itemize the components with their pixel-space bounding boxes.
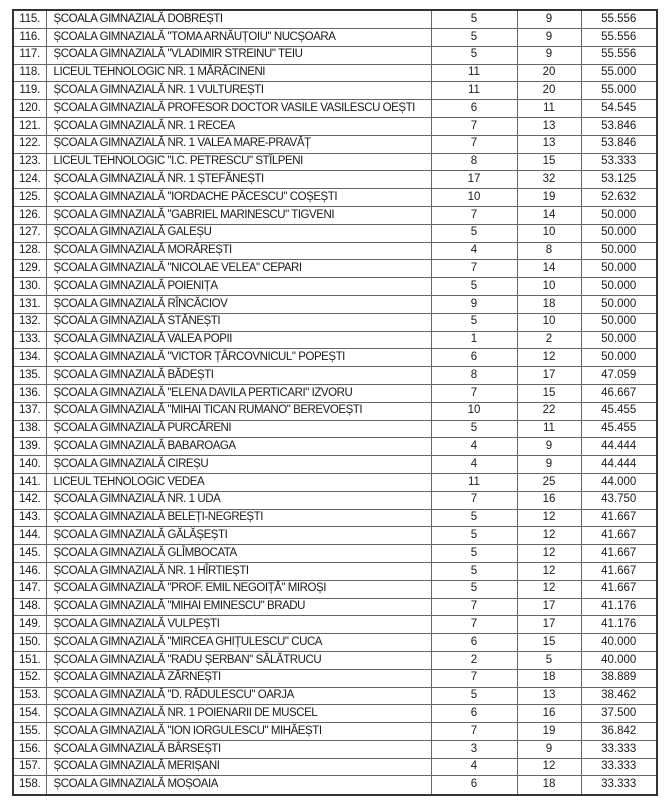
row-number-cell: 126. (13, 206, 46, 224)
table-row (13, 278, 657, 296)
value-1-cell: 5 (431, 562, 517, 580)
percentage-cell: 44.000 (581, 473, 657, 491)
percentage-cell: 50.000 (581, 242, 657, 260)
percentage-cell: 50.000 (581, 224, 657, 242)
row-number-cell: 149. (13, 616, 46, 634)
value-1-cell: 7 (431, 260, 517, 278)
percentage-cell: 37.500 (581, 705, 657, 723)
value-2-cell: 18 (517, 295, 581, 313)
value-2-cell: 2 (517, 331, 581, 349)
value-1-cell: 17 (431, 171, 517, 189)
percentage-cell: 54.545 (581, 100, 657, 118)
value-1-cell: 3 (431, 740, 517, 758)
table-row (13, 509, 657, 527)
value-2-cell: 14 (517, 260, 581, 278)
value-2-cell: 17 (517, 598, 581, 616)
row-number-cell: 144. (13, 527, 46, 545)
row-number-cell: 118. (13, 64, 46, 82)
value-2-cell: 16 (517, 491, 581, 509)
percentage-cell: 44.444 (581, 456, 657, 474)
row-number-cell: 119. (13, 82, 46, 100)
value-2-cell: 13 (517, 118, 581, 136)
value-1-cell: 8 (431, 153, 517, 171)
row-number-cell: 154. (13, 705, 46, 723)
school-name-cell: LICEUL TEHNOLOGIC NR. 1 MĂRĂCINENI (46, 64, 431, 82)
table-row (13, 46, 657, 64)
school-name-cell: ȘCOALA GIMNAZIALĂ BĂDEȘTI (46, 367, 431, 385)
value-2-cell: 25 (517, 473, 581, 491)
table-row (13, 260, 657, 278)
value-1-cell: 5 (431, 509, 517, 527)
table-row (13, 349, 657, 367)
schools-results-table (12, 9, 658, 796)
value-1-cell: 6 (431, 349, 517, 367)
school-name-cell: ȘCOALA GIMNAZIALĂ "RADU ȘERBAN" SĂLĂTRUCU (46, 651, 431, 669)
percentage-cell: 46.667 (581, 384, 657, 402)
percentage-cell: 53.846 (581, 135, 657, 153)
school-name-cell: ȘCOALA GIMNAZIALĂ "ION IORGULESCU" MIHĂEȘTI (46, 723, 431, 741)
value-1-cell: 5 (431, 224, 517, 242)
value-1-cell: 7 (431, 135, 517, 153)
value-1-cell: 5 (431, 313, 517, 331)
value-2-cell: 10 (517, 224, 581, 242)
row-number-cell: 143. (13, 509, 46, 527)
table-row (13, 402, 657, 420)
value-1-cell: 5 (431, 420, 517, 438)
table-row (13, 634, 657, 652)
table-row (13, 456, 657, 474)
table-row (13, 473, 657, 491)
percentage-cell: 40.000 (581, 651, 657, 669)
value-1-cell: 7 (431, 491, 517, 509)
percentage-cell: 55.556 (581, 10, 657, 29)
value-2-cell: 18 (517, 669, 581, 687)
percentage-cell: 33.333 (581, 776, 657, 795)
row-number-cell: 151. (13, 651, 46, 669)
value-1-cell: 7 (431, 206, 517, 224)
value-2-cell: 8 (517, 242, 581, 260)
table-row (13, 545, 657, 563)
table-row (13, 705, 657, 723)
value-1-cell: 10 (431, 402, 517, 420)
percentage-cell: 53.846 (581, 118, 657, 136)
table-body (13, 10, 657, 795)
percentage-cell: 44.444 (581, 438, 657, 456)
value-1-cell: 6 (431, 634, 517, 652)
row-number-cell: 158. (13, 776, 46, 795)
percentage-cell: 41.667 (581, 545, 657, 563)
percentage-cell: 41.667 (581, 562, 657, 580)
school-name-cell: ȘCOALA GIMNAZIALĂ "D. RĂDULESCU" OARJA (46, 687, 431, 705)
table-row (13, 295, 657, 313)
percentage-cell: 41.176 (581, 598, 657, 616)
value-1-cell: 7 (431, 723, 517, 741)
table-row (13, 242, 657, 260)
table-row (13, 153, 657, 171)
value-1-cell: 5 (431, 29, 517, 47)
row-number-cell: 140. (13, 456, 46, 474)
value-1-cell: 7 (431, 598, 517, 616)
school-name-cell: ȘCOALA GIMNAZIALĂ "VICTOR ȚÂRCOVNICUL" POPEȘTI (46, 349, 431, 367)
value-1-cell: 5 (431, 545, 517, 563)
school-name-cell: ȘCOALA GIMNAZIALĂ NR. 1 POIENARII DE MUSCEL (46, 705, 431, 723)
value-2-cell: 18 (517, 776, 581, 795)
percentage-cell: 33.333 (581, 758, 657, 776)
value-2-cell: 12 (517, 527, 581, 545)
percentage-cell: 47.059 (581, 367, 657, 385)
table-row (13, 100, 657, 118)
school-name-cell: ȘCOALA GIMNAZIALĂ "PROF. EMIL NEGOIȚĂ" MIROȘI (46, 580, 431, 598)
value-1-cell: 6 (431, 776, 517, 795)
school-name-cell: ȘCOALA GIMNAZIALĂ NR. 1 RECEA (46, 118, 431, 136)
table-row (13, 758, 657, 776)
percentage-cell: 41.176 (581, 616, 657, 634)
table-row (13, 206, 657, 224)
percentage-cell: 50.000 (581, 331, 657, 349)
row-number-cell: 122. (13, 135, 46, 153)
school-name-cell: ȘCOALA GIMNAZIALĂ PROFESOR DOCTOR VASILE VASILESCU OEȘTI (46, 100, 431, 118)
row-number-cell: 155. (13, 723, 46, 741)
table-row (13, 118, 657, 136)
value-1-cell: 4 (431, 438, 517, 456)
row-number-cell: 153. (13, 687, 46, 705)
percentage-cell: 50.000 (581, 260, 657, 278)
percentage-cell: 40.000 (581, 634, 657, 652)
percentage-cell: 53.125 (581, 171, 657, 189)
school-name-cell: ȘCOALA GIMNAZIALĂ VULPEȘTI (46, 616, 431, 634)
percentage-cell: 52.632 (581, 189, 657, 207)
row-number-cell: 133. (13, 331, 46, 349)
table-row (13, 420, 657, 438)
value-2-cell: 9 (517, 46, 581, 64)
value-1-cell: 8 (431, 367, 517, 385)
percentage-cell: 45.455 (581, 402, 657, 420)
row-number-cell: 141. (13, 473, 46, 491)
percentage-cell: 41.667 (581, 527, 657, 545)
row-number-cell: 136. (13, 384, 46, 402)
school-name-cell: ȘCOALA GIMNAZIALĂ "GABRIEL MARINESCU" TIGVENI (46, 206, 431, 224)
value-2-cell: 10 (517, 313, 581, 331)
row-number-cell: 125. (13, 189, 46, 207)
row-number-cell: 135. (13, 367, 46, 385)
value-2-cell: 20 (517, 82, 581, 100)
value-2-cell: 15 (517, 384, 581, 402)
row-number-cell: 130. (13, 278, 46, 296)
percentage-cell: 55.000 (581, 82, 657, 100)
row-number-cell: 123. (13, 153, 46, 171)
row-number-cell: 121. (13, 118, 46, 136)
percentage-cell: 33.333 (581, 740, 657, 758)
table-row (13, 367, 657, 385)
table-row (13, 384, 657, 402)
table-row (13, 527, 657, 545)
percentage-cell: 50.000 (581, 295, 657, 313)
percentage-cell: 50.000 (581, 206, 657, 224)
value-1-cell: 7 (431, 118, 517, 136)
percentage-cell: 50.000 (581, 349, 657, 367)
value-2-cell: 9 (517, 456, 581, 474)
row-number-cell: 142. (13, 491, 46, 509)
value-2-cell: 9 (517, 740, 581, 758)
school-name-cell: ȘCOALA GIMNAZIALĂ NR. 1 VALEA MARE-PRAVĂȚ (46, 135, 431, 153)
school-name-cell: ȘCOALA GIMNAZIALĂ BABAROAGA (46, 438, 431, 456)
percentage-cell: 55.556 (581, 46, 657, 64)
school-name-cell: LICEUL TEHNOLOGIC "I.C. PETRESCU" STÎLPENI (46, 153, 431, 171)
row-number-cell: 117. (13, 46, 46, 64)
school-name-cell: ȘCOALA GIMNAZIALĂ RÎNCĂCIOV (46, 295, 431, 313)
value-1-cell: 1 (431, 331, 517, 349)
value-2-cell: 12 (517, 562, 581, 580)
row-number-cell: 131. (13, 295, 46, 313)
school-name-cell: ȘCOALA GIMNAZIALĂ "IORDACHE PĂCESCU" COȘEȘTI (46, 189, 431, 207)
table-row (13, 491, 657, 509)
value-2-cell: 12 (517, 758, 581, 776)
school-name-cell: ȘCOALA GIMNAZIALĂ NR. 1 ȘTEFĂNEȘTI (46, 171, 431, 189)
value-1-cell: 11 (431, 64, 517, 82)
table-row (13, 616, 657, 634)
value-1-cell: 5 (431, 687, 517, 705)
table-row (13, 740, 657, 758)
school-name-cell: ȘCOALA GIMNAZIALĂ "MIHAI EMINESCU" BRADU (46, 598, 431, 616)
value-1-cell: 4 (431, 242, 517, 260)
value-1-cell: 6 (431, 705, 517, 723)
value-1-cell: 4 (431, 758, 517, 776)
value-2-cell: 9 (517, 29, 581, 47)
table-row (13, 776, 657, 795)
percentage-cell: 53.333 (581, 153, 657, 171)
row-number-cell: 150. (13, 634, 46, 652)
value-2-cell: 13 (517, 687, 581, 705)
value-1-cell: 11 (431, 82, 517, 100)
row-number-cell: 115. (13, 10, 46, 29)
school-name-cell: ȘCOALA GIMNAZIALĂ MOȘOAIA (46, 776, 431, 795)
school-name-cell: ȘCOALA GIMNAZIALĂ BELEȚI-NEGREȘTI (46, 509, 431, 527)
row-number-cell: 128. (13, 242, 46, 260)
percentage-cell: 45.455 (581, 420, 657, 438)
value-1-cell: 2 (431, 651, 517, 669)
school-name-cell: ȘCOALA GIMNAZIALĂ GALEȘU (46, 224, 431, 242)
value-2-cell: 9 (517, 438, 581, 456)
table-row (13, 331, 657, 349)
percentage-cell: 41.667 (581, 580, 657, 598)
table-row (13, 580, 657, 598)
school-name-cell: ȘCOALA GIMNAZIALĂ "MIRCEA GHIȚULESCU" CUCA (46, 634, 431, 652)
value-1-cell: 5 (431, 46, 517, 64)
value-1-cell: 7 (431, 616, 517, 634)
percentage-cell: 36.842 (581, 723, 657, 741)
table-row (13, 10, 657, 29)
percentage-cell: 38.462 (581, 687, 657, 705)
value-1-cell: 5 (431, 10, 517, 29)
row-number-cell: 139. (13, 438, 46, 456)
school-name-cell: ȘCOALA GIMNAZIALĂ ZĂRNEȘTI (46, 669, 431, 687)
table-row (13, 313, 657, 331)
table-row (13, 723, 657, 741)
percentage-cell: 43.750 (581, 491, 657, 509)
value-2-cell: 11 (517, 100, 581, 118)
table-row (13, 82, 657, 100)
percentage-cell: 50.000 (581, 313, 657, 331)
table-row (13, 224, 657, 242)
school-name-cell: ȘCOALA GIMNAZIALĂ "TOMA ARNĂUȚOIU" NUCȘOARA (46, 29, 431, 47)
row-number-cell: 137. (13, 402, 46, 420)
row-number-cell: 129. (13, 260, 46, 278)
value-2-cell: 12 (517, 580, 581, 598)
value-2-cell: 10 (517, 278, 581, 296)
school-name-cell: ȘCOALA GIMNAZIALĂ BÂRSEȘTI (46, 740, 431, 758)
school-name-cell: ȘCOALA GIMNAZIALĂ MERIȘANI (46, 758, 431, 776)
school-name-cell: ȘCOALA GIMNAZIALĂ GĂLĂȘEȘTI (46, 527, 431, 545)
row-number-cell: 132. (13, 313, 46, 331)
table-row (13, 562, 657, 580)
table-row (13, 669, 657, 687)
school-name-cell: ȘCOALA GIMNAZIALĂ PURCĂRENI (46, 420, 431, 438)
value-2-cell: 12 (517, 545, 581, 563)
percentage-cell: 41.667 (581, 509, 657, 527)
value-2-cell: 12 (517, 349, 581, 367)
school-name-cell: ȘCOALA GIMNAZIALĂ DOBREȘTI (46, 10, 431, 29)
row-number-cell: 134. (13, 349, 46, 367)
value-2-cell: 16 (517, 705, 581, 723)
row-number-cell: 146. (13, 562, 46, 580)
value-2-cell: 14 (517, 206, 581, 224)
value-2-cell: 13 (517, 135, 581, 153)
value-1-cell: 10 (431, 189, 517, 207)
table-row (13, 29, 657, 47)
school-name-cell: ȘCOALA GIMNAZIALĂ NR. 1 HÎRTIEȘTI (46, 562, 431, 580)
value-2-cell: 9 (517, 10, 581, 29)
table-row (13, 598, 657, 616)
value-2-cell: 19 (517, 189, 581, 207)
row-number-cell: 152. (13, 669, 46, 687)
school-name-cell: ȘCOALA GIMNAZIALĂ NR. 1 VULTUREȘTI (46, 82, 431, 100)
row-number-cell: 124. (13, 171, 46, 189)
value-2-cell: 32 (517, 171, 581, 189)
school-name-cell: ȘCOALA GIMNAZIALĂ CIREȘU (46, 456, 431, 474)
value-1-cell: 5 (431, 527, 517, 545)
row-number-cell: 157. (13, 758, 46, 776)
value-1-cell: 11 (431, 473, 517, 491)
value-2-cell: 15 (517, 153, 581, 171)
school-name-cell: ȘCOALA GIMNAZIALĂ "MIHAI TICAN RUMANO" BEREVOEȘTI (46, 402, 431, 420)
school-name-cell: ȘCOALA GIMNAZIALĂ GLÎMBOCATA (46, 545, 431, 563)
value-2-cell: 19 (517, 723, 581, 741)
table-row (13, 64, 657, 82)
row-number-cell: 138. (13, 420, 46, 438)
value-2-cell: 11 (517, 420, 581, 438)
school-name-cell: ȘCOALA GIMNAZIALĂ "VLADIMIR STREINU" TEIU (46, 46, 431, 64)
value-1-cell: 5 (431, 580, 517, 598)
percentage-cell: 50.000 (581, 278, 657, 296)
row-number-cell: 127. (13, 224, 46, 242)
value-2-cell: 20 (517, 64, 581, 82)
value-2-cell: 22 (517, 402, 581, 420)
value-1-cell: 7 (431, 384, 517, 402)
value-2-cell: 5 (517, 651, 581, 669)
percentage-cell: 38.889 (581, 669, 657, 687)
school-name-cell: ȘCOALA GIMNAZIALĂ MORĂREȘTI (46, 242, 431, 260)
school-name-cell: ȘCOALA GIMNAZIALĂ POIENIȚA (46, 278, 431, 296)
table-row (13, 651, 657, 669)
row-number-cell: 116. (13, 29, 46, 47)
value-2-cell: 15 (517, 634, 581, 652)
row-number-cell: 156. (13, 740, 46, 758)
value-1-cell: 4 (431, 456, 517, 474)
percentage-cell: 55.000 (581, 64, 657, 82)
row-number-cell: 148. (13, 598, 46, 616)
table-row (13, 171, 657, 189)
row-number-cell: 120. (13, 100, 46, 118)
table-row (13, 438, 657, 456)
school-name-cell: ȘCOALA GIMNAZIALĂ "NICOLAE VELEA" CEPARI (46, 260, 431, 278)
value-2-cell: 12 (517, 509, 581, 527)
table-row (13, 687, 657, 705)
row-number-cell: 145. (13, 545, 46, 563)
school-name-cell: ȘCOALA GIMNAZIALĂ VALEA POPII (46, 331, 431, 349)
school-name-cell: LICEUL TEHNOLOGIC VEDEA (46, 473, 431, 491)
value-1-cell: 6 (431, 100, 517, 118)
value-2-cell: 17 (517, 616, 581, 634)
school-name-cell: ȘCOALA GIMNAZIALĂ "ELENA DAVILA PERTICARI" IZVORU (46, 384, 431, 402)
value-1-cell: 5 (431, 278, 517, 296)
row-number-cell: 147. (13, 580, 46, 598)
school-name-cell: ȘCOALA GIMNAZIALĂ NR. 1 UDA (46, 491, 431, 509)
value-1-cell: 7 (431, 669, 517, 687)
school-name-cell: ȘCOALA GIMNAZIALĂ STĂNEȘTI (46, 313, 431, 331)
table-row (13, 189, 657, 207)
table-row (13, 135, 657, 153)
percentage-cell: 55.556 (581, 29, 657, 47)
value-1-cell: 9 (431, 295, 517, 313)
value-2-cell: 17 (517, 367, 581, 385)
